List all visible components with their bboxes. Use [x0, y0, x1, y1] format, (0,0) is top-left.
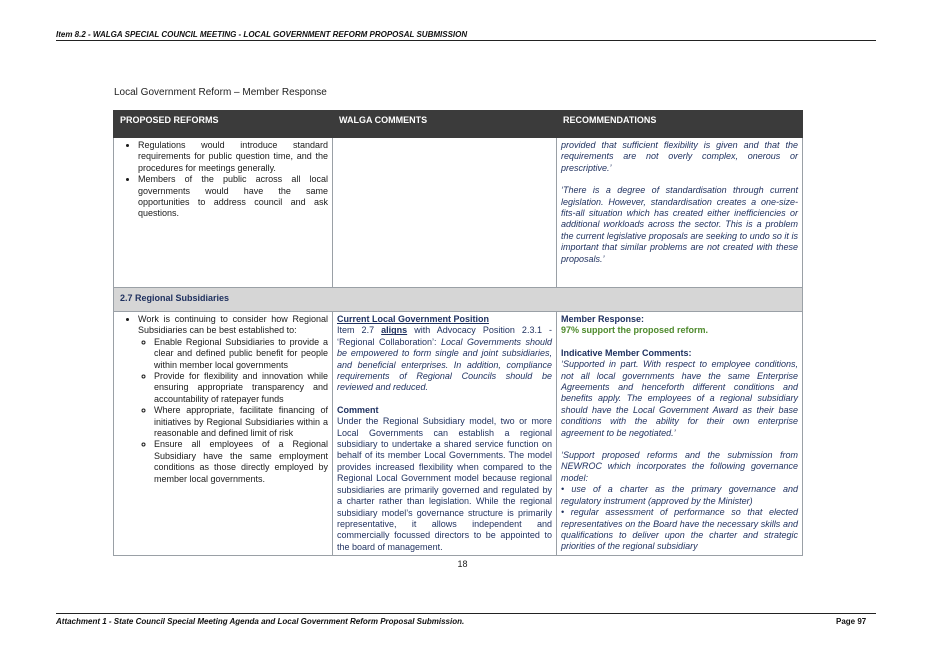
page-number: 18: [457, 559, 468, 569]
member-comment-point: • regular assessment of performance so that elected representatives on the Board have the necessary skills and qualifications to deliver upon the charter and strategic priorities of the regional subsidiary: [561, 507, 798, 552]
reform-subitem: ◦ Provide for flexibility and innovation while ensuring appropriate transparency and accountability of ratepayer funds: [154, 371, 328, 405]
reform-bullet-list: [118, 314, 328, 485]
member-comment: ‘Support proposed reforms and the submission from NEWROC which incorporates the following governance model:: [561, 450, 798, 483]
table-header-row: [114, 111, 803, 138]
walga-comments-cell: [333, 138, 557, 288]
document-subtitle: Local Government Reform – Member Response: [114, 87, 327, 98]
column-header-walga-comments: WALGA COMMENTS: [333, 111, 557, 138]
position-text-post: with Advocacy Position 2.3.1 - ‘Regional Collaboration’:: [337, 325, 553, 347]
proposed-reforms-cell: [114, 312, 333, 556]
table-row: [114, 312, 803, 556]
reform-subitem: ◦ Enable Regional Subsidiaries to provide a clear and defined public benefit for people within member local governments: [154, 337, 328, 371]
footer-text: Attachment 1 - State Council Special Meeting Agenda and Local Government Reform Proposal Submission.: [56, 617, 465, 626]
recommendation-paragraph: provided that sufficient flexibility is given and that the requirements are not overly complex, onerous or prescriptive.’: [561, 140, 798, 173]
reform-subitem: ◦ Ensure all employees of a Regional Subsidiary have the same employment conditions as those directly employed by member local governments.: [154, 439, 328, 485]
reform-intro-text: Work is continuing to consider how Regional Subsidiaries can be best established to:: [138, 314, 328, 336]
column-header-proposed-reforms: PROPOSED REFORMS: [114, 111, 333, 138]
reform-table: [113, 110, 803, 556]
position-quote: Local Governments should be empowered to form single and joint subsidiaries, and beneficial enterprises. In addition, compliance requirements of Regional Councils should be reviewed and reduced.: [337, 336, 552, 393]
reform-bullet-list: [118, 140, 328, 220]
proposed-reforms-cell: [114, 138, 333, 288]
comment-text: Under the Regional Subsidiary model, two or more Local Governments can establish a regional subsidiary to undertake a shared service function on behalf of its member Local Governments. The model provides increased flexibility when compared to the Regional Local Government model because regional subsidiaries are primarily governed and regulated by a charter rather than legislation. While the regional subsidiary model’s governance structure is primarily representative, it allows independent and commercially focussed directors to be appointed to the board of management.: [337, 416, 552, 552]
section-heading-row: [114, 288, 803, 312]
column-header-recommendations: RECOMMENDATIONS: [557, 111, 803, 138]
reform-subitem: ◦ Where appropriate, facilitate financing of initiatives by Regional Subsidiaries within a reasonable and defined limit of risk: [154, 405, 328, 439]
member-comment: ‘Supported in part. With respect to employee conditions, not all local governments have the same Enterprise Agreements and henceforth different conditions and benefits apply. The employees of a regional subsidiary should have the Local Government Award as their base conditions with the ability for their own enterprise agreement to be negotiated.’: [561, 359, 798, 438]
footer-page-number: Page 97: [836, 617, 867, 626]
position-text-pre: Item 2.7: [337, 325, 382, 336]
recommendations-cell: [557, 138, 803, 288]
reform-bullet: • Regulations would introduce standard requirements for public question time, and the procedures for meetings generally.: [138, 140, 328, 174]
aligns-text: aligns: [381, 325, 408, 336]
recommendation-paragraph: ‘There is a degree of standardisation through current legislation. However, standardisation creates a one-size-fits-all situation which has created either inefficiencies or additional workloads across the sector. This is a problem the current legislative proposals are seeking to undo so it is important that similar problems are not created with these proposals.’: [561, 185, 798, 264]
section-heading: 2.7 Regional Subsidiaries: [114, 288, 803, 312]
reform-bullet: [138, 314, 328, 485]
walga-comments-cell: [333, 312, 557, 556]
comment-heading: Comment: [337, 404, 379, 415]
reform-bullet: • Members of the public across all local governments would have the same opportunities to address council and ask questions.: [138, 174, 328, 220]
member-comments-heading: Indicative Member Comments:: [561, 347, 692, 358]
position-heading: Current Local Government Position: [337, 314, 490, 324]
support-percentage: 97% support the proposed reform.: [561, 325, 709, 336]
recommendations-cell: [557, 312, 803, 556]
member-comment-point: • use of a charter as the primary governance and regulatory instrument (approved by the Minister): [561, 484, 798, 506]
table-row: [114, 138, 803, 288]
document-header: Item 8.2 - WALGA SPECIAL COUNCIL MEETING - LOCAL GOVERNMENT REFORM PROPOSAL SUBMISSION: [56, 30, 876, 41]
reform-subitem-list: [138, 337, 328, 485]
member-response-label: Member Response:: [561, 314, 645, 324]
position-text: [337, 325, 552, 393]
footer-divider: [56, 613, 876, 614]
